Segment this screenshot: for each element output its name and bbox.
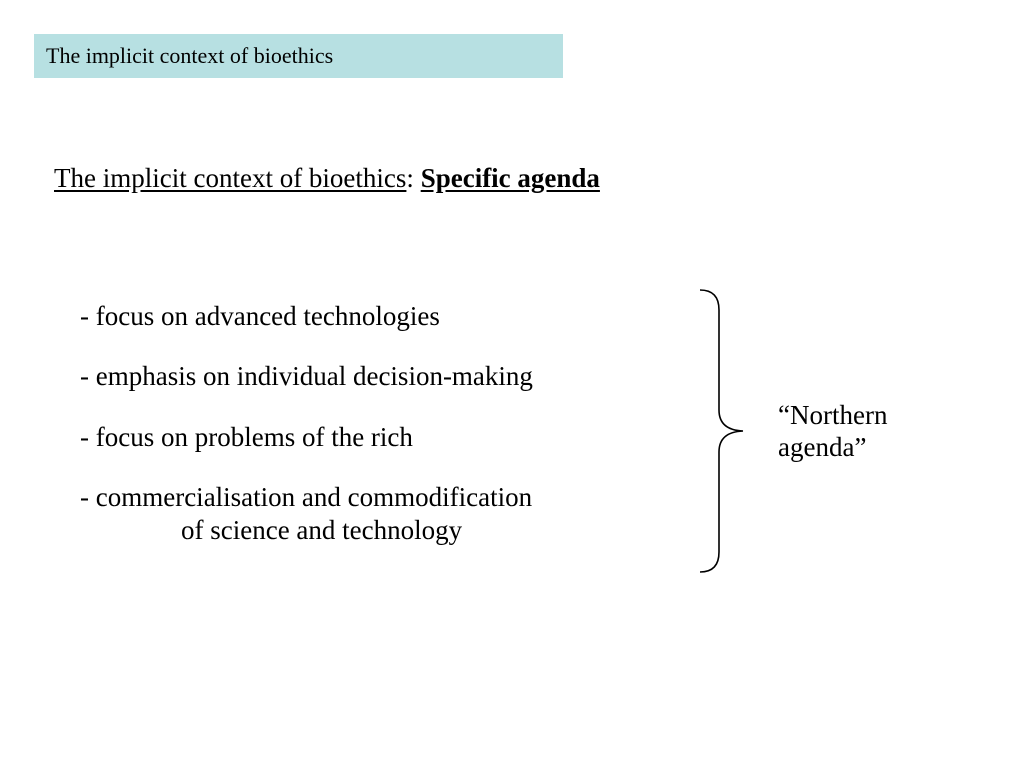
- brace-label: [778, 400, 887, 464]
- bullet-text: - emphasis on individual decision-making: [80, 361, 533, 392]
- bullet-text: - focus on advanced technologies: [80, 301, 440, 331]
- bullet-list: [80, 300, 533, 574]
- slide-header-title: The implicit context of bioethics: [46, 43, 334, 68]
- bullet-item: [80, 360, 533, 392]
- heading-emphasis: Specific agenda: [420, 163, 600, 193]
- bullet-continuation: of science and technology: [181, 514, 463, 545]
- bullet-item: [80, 421, 533, 453]
- bullet-text: - commercialisation and commodification: [80, 482, 533, 513]
- slide-heading: [54, 163, 600, 194]
- bullet-item: [80, 300, 533, 332]
- heading-separator: :: [406, 163, 421, 193]
- brace-label-line: agenda”: [778, 431, 867, 462]
- bullet-item: [80, 481, 533, 546]
- bullet-text: - focus on problems of the rich: [80, 421, 413, 452]
- brace-label-line: “Northern: [778, 400, 888, 430]
- heading-topic: The implicit context of bioethics: [54, 163, 407, 193]
- right-curly-brace-icon: [695, 288, 755, 574]
- slide-header-band: [34, 34, 563, 78]
